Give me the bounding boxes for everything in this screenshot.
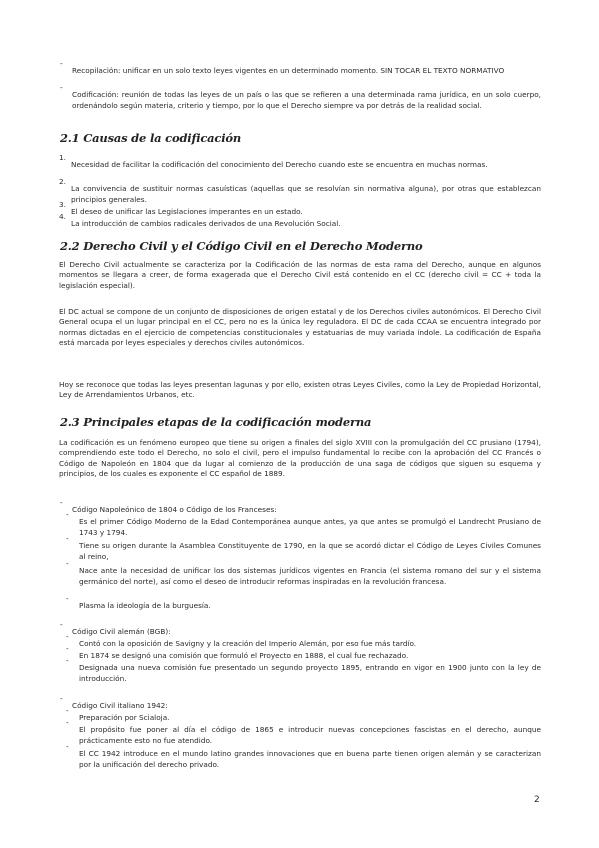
list-item: Plasma la ideología de la burguesía. <box>79 601 211 611</box>
intro-recopilacion: Recopilación: unificar en un solo texto leyes vigentes en un determinado momento. SIN TOCAR EL TEXTO NORMATIVO <box>72 66 505 76</box>
list-item: La convivencia de sustituir normas casuísticas (aquellas que se resolvían sin normativa alguna), por otras que establezcan principios generales. <box>71 184 541 204</box>
list-item: Nace ante la necesidad de unificar los dos sistemas jurídicos vigentes en Francia (el sistema romano del sur y el sistema germánico del norte), así como el deseo de introducir reformas inspiradas en la revolución francesa. <box>79 566 541 586</box>
paragraph: La codificación es un fenómeno europeo que tiene su origen a finales del siglo XVIII con la promulgación del CC prusiano (1794), comprendiendo este todo el Derecho, no solo el civil, pero el impulso fundamental lo recibe con la aprobación del CC Francés o Código de Napoleón en 1804 que da lugar al comienzo de la producción de una saga de códigos que siguen su esquema y principios, de los cuales es exponente el CC español de 1889. <box>59 438 541 479</box>
bullet-dash: - <box>66 510 69 519</box>
bullet-dash: - <box>66 534 69 543</box>
list-item: La introducción de cambios radicales derivados de una Revolución Social. <box>71 219 341 229</box>
bullet-dash: - <box>66 718 69 727</box>
list-item: Es el primer Código Moderno de la Edad Contemporánea aunque antes, ya que antes se promulgó el Landrecht Prusiano de 1743 y 1794. <box>79 517 541 537</box>
intro-codificacion: Codificación: reunión de todas las leyes de un país o las que se refieren a una determinada rama jurídica, en un solo cuerpo, ordenándolo según materia, criterio y tiempo, por lo que el Derecho siempre va por detrás de la realidad social. <box>72 90 541 110</box>
list-item: El propósito fue poner al día el código de 1865 e introducir nuevas concepciones fascistas en el derecho, aunque prácticamente esto no fue atendido. <box>79 725 541 745</box>
section-title-derecho-civil: 2.2 Derecho Civil y el Código Civil en el Derecho Moderno <box>60 239 423 253</box>
list-item: Tiene su origen durante la Asamblea Constituyente de 1790, en la que se acordó dictar el Código de Leyes Civiles Comunes al reino, <box>79 541 541 561</box>
bullet-dash: - <box>60 498 63 507</box>
group-heading: Código Civil italiano 1942: <box>72 701 168 711</box>
list-item: Preparación por Scialoja. <box>79 713 170 723</box>
bullet-dash: - <box>66 559 69 568</box>
bullet-dash: - <box>60 83 63 92</box>
paragraph: Hoy se reconoce que todas las leyes presentan lagunas y por ello, existen otras Leyes Civiles, como la Ley de Propiedad Horizontal, Ley de Arrendamientos Urbanos, etc. <box>59 380 541 400</box>
list-item: En 1874 se designó una comisión que formuló el Proyecto en 1888, el cual fue rechazado. <box>79 651 409 661</box>
bullet-dash: - <box>66 644 69 653</box>
list-item: Contó con la oposición de Savigny y la creación del Imperio Alemán, por eso fue más tardío. <box>79 639 417 649</box>
bullet-dash: - <box>60 59 63 68</box>
list-number: 1. <box>59 153 66 162</box>
page-number: 2 <box>534 795 540 805</box>
list-item: Necesidad de facilitar la codificación del conocimiento del Derecho cuando este se encuentra en muchas normas. <box>71 160 488 170</box>
bullet-dash: - <box>66 706 69 715</box>
bullet-dash: - <box>66 632 69 641</box>
paragraph: El DC actual se compone de un conjunto de disposiciones de origen estatal y de los Derechos civiles autonómicos. El Derecho Civil General ocupa el un lugar principal en el CC, pero no es la única ley reguladora. El DC de cada CCAA se encuentra integrado por normas dictadas en el ejercicio de competencias constitucionales y estatuarias de muy variada índole. La codificación de España está marcada por leyes especiales y derechos civiles autonómicos. <box>59 307 541 348</box>
section-title-etapas: 2.3 Principales etapas de la codificación moderna <box>60 415 372 429</box>
bullet-dash: - <box>60 620 63 629</box>
list-number: 3. <box>59 200 66 209</box>
list-number: 4. <box>59 212 66 221</box>
list-item: El CC 1942 introduce en el mundo latino grandes innovaciones que en buena parte tienen origen alemán y se caracterizan por la unificación del derecho privado. <box>79 749 541 769</box>
bullet-dash: - <box>60 694 63 703</box>
paragraph: El Derecho Civil actualmente se caracteriza por la Codificación de las normas de esta rama del Derecho, aunque en algunos momentos se llegara a creer, de forma exagerada que el Derecho Civil está contenido en el CC (derecho civil = CC + toda la legislación especial). <box>59 260 541 290</box>
bullet-dash: - <box>66 742 69 751</box>
group-heading: Código Civil alemán (BGB): <box>72 627 171 637</box>
list-item: El deseo de unificar las Legislaciones imperantes en un estado. <box>71 207 303 217</box>
bullet-dash: - <box>66 594 69 603</box>
group-heading: Código Napoleónico de 1804 o Código de los Franceses: <box>72 505 277 515</box>
list-number: 2. <box>59 177 66 186</box>
section-title-causas: 2.1 Causas de la codificación <box>60 131 242 145</box>
bullet-dash: - <box>66 656 69 665</box>
list-item: Designada una nueva comisión fue presentado un segundo proyecto 1895, entrando en vigor en 1900 junto con la ley de introducción. <box>79 663 541 683</box>
